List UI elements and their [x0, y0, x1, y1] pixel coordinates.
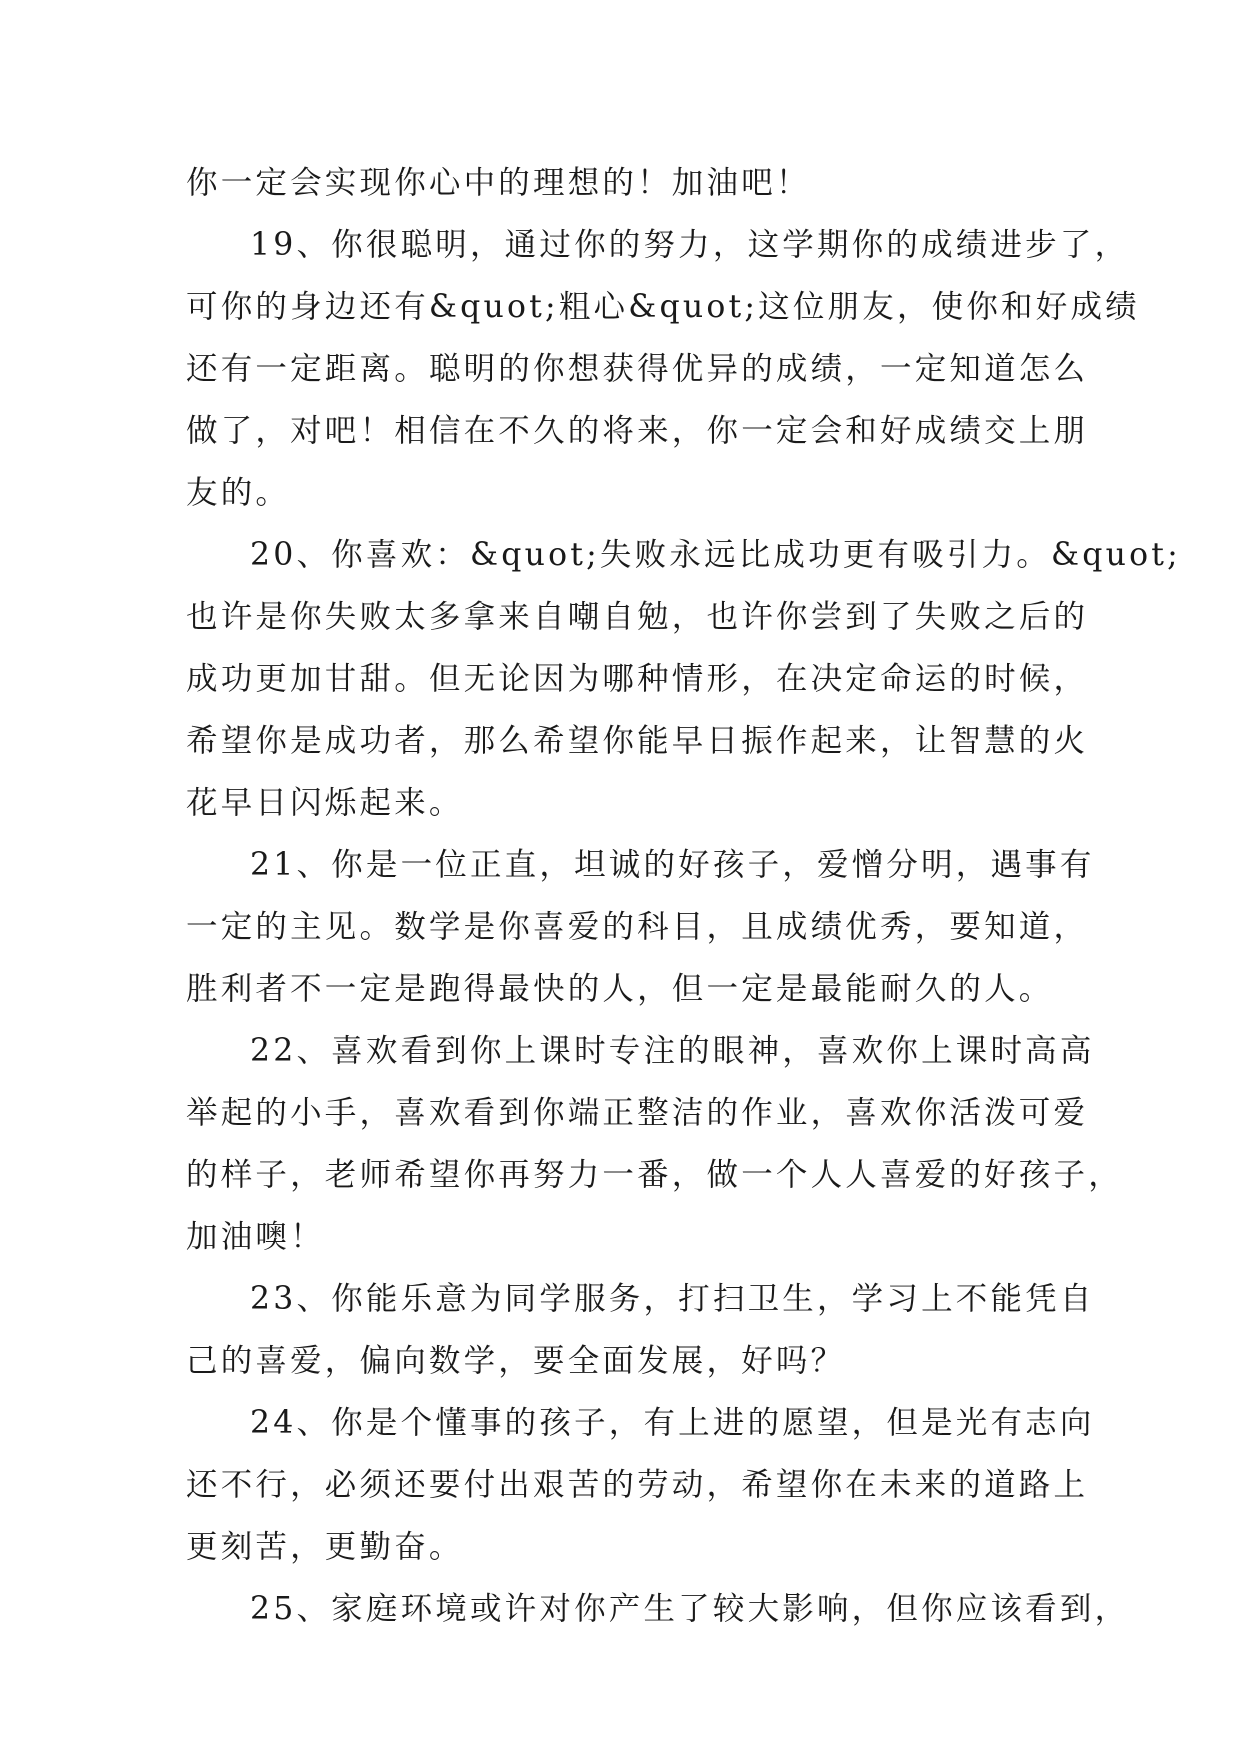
paragraph-20-line: 20、你喜欢：&quot;失败永远比成功更有吸引力。&quot; [250, 537, 1181, 573]
paragraph-20-line: 成功更加甘甜。但无论因为哪种情形，在决定命运的时候， [186, 661, 1089, 697]
paragraph-24-line: 24、你是个懂事的孩子，有上进的愿望，但是光有志向 [250, 1405, 1095, 1441]
paragraph-23-line: 己的喜爱，偏向数学，要全面发展，好吗？ [186, 1343, 846, 1379]
text-line: 你一定会实现你心中的理想的！加油吧！ [186, 165, 811, 201]
paragraph-24-line: 更刻苦，更勤奋。 [186, 1529, 464, 1565]
paragraph-20-line: 也许是你失败太多拿来自嘲自勉，也许你尝到了失败之后的 [186, 599, 1089, 635]
paragraph-21-line: 一定的主见。数学是你喜爱的科目，且成绩优秀，要知道， [186, 909, 1089, 945]
paragraph-20-line: 希望你是成功者，那么希望你能早日振作起来，让智慧的火 [186, 723, 1089, 759]
paragraph-23-line: 23、你能乐意为同学服务，打扫卫生，学习上不能凭自 [250, 1281, 1095, 1317]
paragraph-19-line: 19、你很聪明，通过你的努力，这学期你的成绩进步了， [250, 227, 1130, 263]
document-body [186, 152, 1181, 1640]
paragraph-21-line: 胜利者不一定是跑得最快的人，但一定是最能耐久的人。 [186, 971, 1054, 1007]
paragraph-20-line: 花早日闪烁起来。 [186, 785, 464, 821]
paragraph-24-line: 还不行，必须还要付出艰苦的劳动，希望你在未来的道路上 [186, 1467, 1089, 1503]
paragraph-19-line: 做了，对吧！相信在不久的将来，你一定会和好成绩交上朋 [186, 413, 1089, 449]
paragraph-19-line: 友的。 [186, 475, 291, 511]
paragraph-19-line: 可你的身边还有&quot;粗心&quot;这位朋友，使你和好成绩 [186, 289, 1140, 325]
paragraph-21-line: 21、你是一位正直，坦诚的好孩子，爱憎分明，遇事有 [250, 847, 1095, 883]
paragraph-22-line: 22、喜欢看到你上课时专注的眼神，喜欢你上课时高高 [250, 1033, 1095, 1069]
paragraph-22-line: 举起的小手，喜欢看到你端正整洁的作业，喜欢你活泼可爱 [186, 1095, 1089, 1131]
paragraph-25-line: 25、家庭环境或许对你产生了较大影响，但你应该看到， [250, 1591, 1130, 1627]
paragraph-19-line: 还有一定距离。聪明的你想获得优异的成绩，一定知道怎么 [186, 351, 1089, 387]
paragraph-22-line: 的样子，老师希望你再努力一番，做一个人人喜爱的好孩子， [186, 1157, 1123, 1193]
paragraph-22-line: 加油噢！ [186, 1219, 325, 1255]
